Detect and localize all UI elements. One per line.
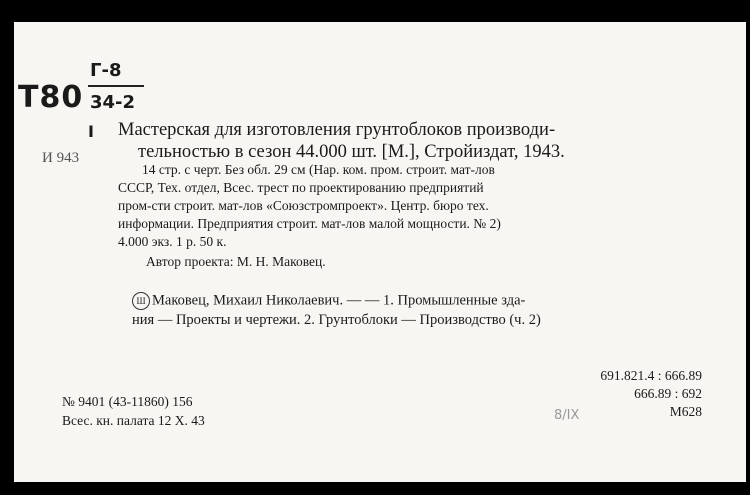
call-number-bottom: 34-2 <box>90 92 136 113</box>
udc-line-3: М628 <box>669 404 702 419</box>
description-block <box>118 162 501 274</box>
author-line: Автор проекта: М. Н. Маковец. <box>146 254 326 269</box>
catalog-card <box>14 22 746 482</box>
tracing-block <box>132 292 541 332</box>
tracing-line-2: ния — Проекты и чертежи. 2. Грунтоблоки — Производство (ч. 2) <box>132 312 541 328</box>
call-number-top: Г-8 <box>90 60 122 81</box>
description-line-4: информации. Предприятия строит. мат-лов малой мощности. № 2) <box>118 216 501 231</box>
stamp-mark: Ш <box>132 292 150 310</box>
footer-record-number: № 9401 (43-11860) 156 <box>62 394 193 409</box>
description-line-5: 4.000 экз. 1 р. 50 к. <box>118 234 227 249</box>
title-line-2: тельностью в сезон 44.000 шт. [М.], Стройиздат, 1943. <box>138 142 565 162</box>
description-line-1: 14 стр. с черт. Без обл. 29 см (Нар. ком. пром. строит. мат-лов <box>142 162 495 177</box>
udc-line-2: 666.89 : 692 <box>634 386 702 401</box>
margin-note: И 943 <box>42 150 80 166</box>
footer-left <box>62 394 205 432</box>
udc-line-1: 691.821.4 : 666.89 <box>600 368 702 383</box>
call-number-mark: I <box>88 122 94 141</box>
handwritten-scrawl: 8/IX <box>554 408 580 423</box>
call-number-divider <box>88 85 144 87</box>
footer-right <box>600 368 702 422</box>
tracing-line-1: Маковец, Михаил Николаевич. — — 1. Промышленные зда- <box>152 292 526 309</box>
footer-chamber-date: Всес. кн. палата 12 X. 43 <box>62 413 205 428</box>
description-line-2: СССР, Тех. отдел, Всес. трест по проектированию предприятий <box>118 180 484 195</box>
title-line-1: Мастерская для изготовления грунтоблоков производи- <box>118 120 556 140</box>
call-number-main: Т80 <box>18 80 84 115</box>
title-block <box>118 120 565 164</box>
description-line-3: пром-сти строит. мат-лов «Союзстромпроект». Центр. бюро тех. <box>118 198 489 213</box>
